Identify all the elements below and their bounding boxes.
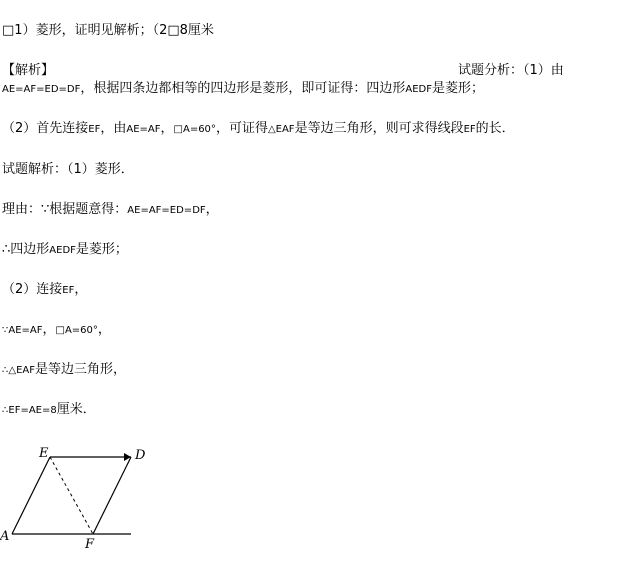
analysis-line2-d: ，可证得 (215, 121, 268, 136)
solution-therefore-1 (2, 241, 128, 260)
therefore2-tri: △EAF (8, 365, 35, 376)
therefore2-b: 是等边三角形， (34, 362, 126, 377)
therefore1-a: ∴四边形 (2, 242, 50, 257)
therefore3-eq: EF=AE=8 (8, 405, 57, 416)
solution-title-text: 试题解析：（1）菱形． (2, 162, 134, 177)
analysis-label (458, 62, 564, 80)
analysis-heading-text: 【解析】 (2, 63, 55, 78)
analysis-line2-b: ，由 (100, 121, 127, 136)
solution-title (2, 161, 134, 179)
label-d: D (135, 448, 146, 463)
part2-ef: EF (62, 285, 75, 296)
solution-therefore-2 (2, 361, 126, 380)
analysis-line2-c: ， (160, 121, 174, 136)
analysis-line2-ef: EF (88, 124, 101, 135)
analysis-line1-shape: AEDF (405, 84, 432, 95)
analysis-line1-eq: AE=AF=ED=DF (2, 84, 81, 95)
part2-b: ， (74, 282, 88, 297)
analysis-heading (2, 62, 54, 80)
answer-marker: □ (2, 23, 15, 38)
therefore1-b: 是菱形； (75, 242, 128, 257)
analysis-line-2 (2, 120, 515, 139)
analysis-line2-ef2: EF (463, 124, 476, 135)
label-a: A (0, 529, 10, 544)
therefore3-b: 厘米． (56, 402, 96, 417)
side-df (93, 457, 131, 534)
analysis-line2-angle: □A=60° (173, 124, 216, 135)
label-f: F (85, 537, 95, 552)
because2-mid: ， (42, 322, 56, 337)
solution-reason (2, 201, 219, 220)
analysis-line2-eq: AE=AF (126, 124, 161, 135)
analysis-line2-a: （2）首先连接 (2, 121, 89, 136)
analysis-line2-tri: △EAF (267, 124, 295, 135)
label-e: E (39, 446, 49, 461)
because2-angle: □A=60° (55, 325, 98, 336)
analysis-line1-mid: ，根据四条边都相等的四边形是菱形，即可证得：四边形 (80, 81, 406, 96)
therefore2-a: ∴ (2, 365, 9, 376)
analysis-line1-end: 是菱形； (432, 81, 485, 96)
reason-eq: AE=AF=ED=DF (127, 205, 206, 216)
reason-a: 理由：∵根据题意得： (2, 202, 128, 217)
solution-part-2 (2, 281, 87, 300)
reason-b: ， (205, 202, 219, 217)
therefore1-shape: AEDF (49, 245, 76, 256)
segment-ef (50, 457, 93, 534)
answer-line (2, 22, 214, 40)
analysis-line2-f: 的长． (475, 121, 515, 136)
side-ae (12, 457, 50, 534)
because2-eq: ∵AE=AF (2, 325, 43, 336)
solution-therefore-3 (2, 401, 96, 420)
analysis-line-1 (2, 80, 484, 99)
part2-a: （2）连接 (2, 282, 63, 297)
rhombus-figure (0, 440, 180, 560)
analysis-label-text: 试题分析：（1）由 (458, 63, 564, 78)
because2-end: ， (97, 322, 111, 337)
therefore3-a: ∴ (2, 405, 9, 416)
answer-text: 1）菱形，证明见解析；（2□8厘米 (14, 23, 214, 38)
solution-because-2 (2, 321, 111, 340)
analysis-line2-e: 是等边三角形，则可求得线段 (294, 121, 464, 136)
